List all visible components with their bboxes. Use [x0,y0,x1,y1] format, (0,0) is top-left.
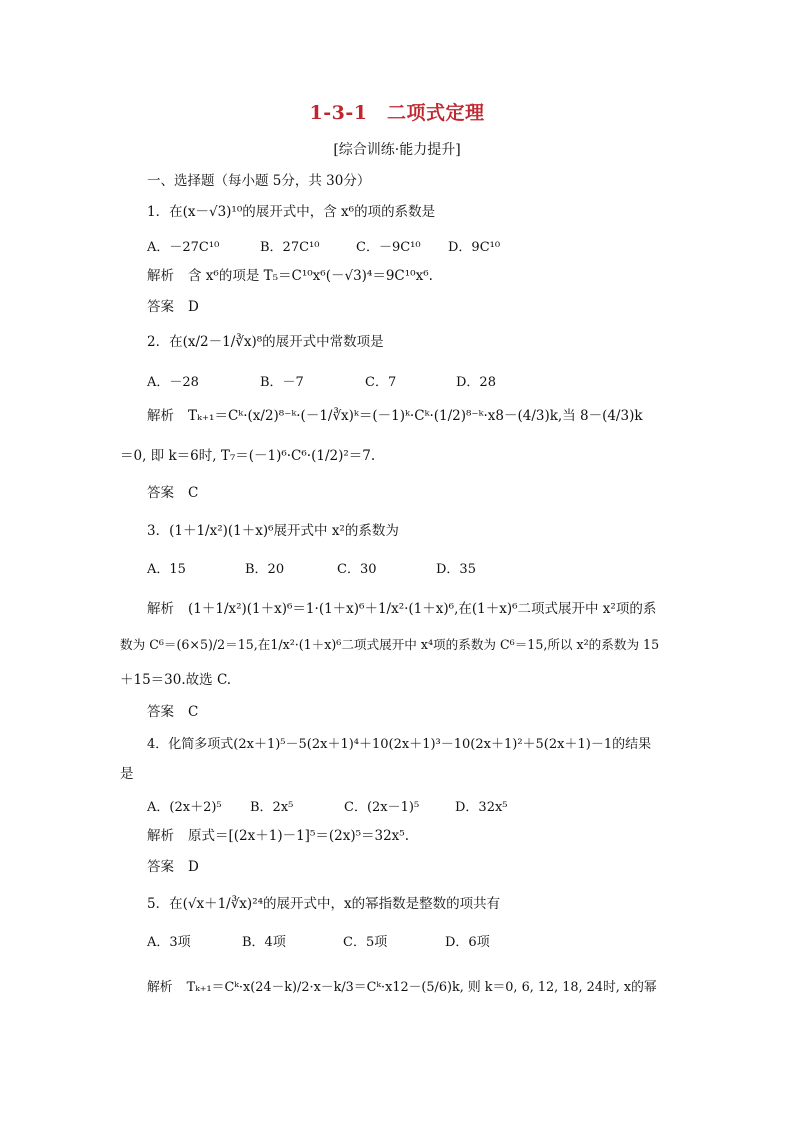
analysis-label: 解析 [147,268,174,284]
q4-option-d: D．32x⁵ [455,800,508,815]
q4-answer [147,858,199,876]
answer-label: 答案 [147,485,174,501]
q3-option-a: A．15 [147,562,186,577]
analysis-label: 解析 [147,408,174,424]
q2-option-c: C．7 [365,375,397,390]
q1-option-c: C．－9C¹⁰ [356,240,421,255]
question-3-stem: 3．(1＋1/x²)(1＋x)⁶展开式中 x²的系数为 [147,523,399,539]
q1-answer-value: D [188,299,199,315]
q2-option-d: D．28 [456,375,496,390]
q5-option-b: B．4项 [242,935,286,950]
q2-analysis [147,407,643,425]
page-subtitle: [综合训练·能力提升] [333,142,461,158]
q4-option-a: A．(2x＋2)⁵ [147,800,222,815]
q5-analysis [147,979,657,997]
q3-analysis-line-1: (1＋1/x²)(1＋x)⁶＝1·(1＋x)⁶＋1/x²·(1＋x)⁶,在(1＋x)⁶二项式展开中 x²项的系 [188,601,657,617]
analysis-label: 解析 [147,980,173,995]
q5-option-c: C．5项 [343,935,388,950]
q5-analysis-line-1: Tₖ₊₁＝Cᵏ·x(24－k)/2·x－k/3＝Cᵏ·x12－(5/6)k, 则 k＝0, 6, 12, 18, 24时, x的幂 [186,980,657,995]
q1-analysis [147,267,433,285]
question-4-stem-line-1: 4．化简多项式(2x＋1)⁵－5(2x＋1)⁴＋10(2x＋1)³－10(2x＋1)²＋5(2x＋1)－1的结果 [147,737,652,752]
answer-label: 答案 [147,299,174,315]
q3-analysis-line-3: ＋15＝30.故选 C. [120,672,232,688]
q3-option-b: B．20 [245,562,285,577]
q4-analysis-line-1: 原式＝[(2x＋1)－1]⁵＝(2x)⁵＝32x⁵. [188,828,410,844]
q4-option-b: B．2x⁵ [250,800,294,815]
q1-analysis-line-1: 含 x⁶的项是 T₅＝C¹⁰x⁶(－√3)⁴＝9C¹⁰x⁶. [188,268,433,284]
q5-option-d: D．6项 [445,935,490,950]
analysis-label: 解析 [147,828,174,844]
q1-option-a: A．－27C¹⁰ [147,240,220,255]
q5-option-a: A．3项 [147,935,191,950]
question-1-stem: 1．在(x－√3)¹⁰的展开式中，含 x⁶的项的系数是 [147,204,436,220]
q3-answer [147,703,198,721]
analysis-label: 解析 [147,601,174,617]
q3-answer-value: C [188,704,199,720]
q4-analysis [147,827,409,845]
q3-analysis [147,600,656,618]
question-5-stem: 5．在(√x＋1/∛x)²⁴的展开式中，x的幂指数是整数的项共有 [147,896,501,912]
q2-option-a: A．－28 [147,375,199,390]
q1-option-d: D．9C¹⁰ [448,240,501,255]
q2-analysis-line-1: Tₖ₊₁＝Cᵏ·(x/2)⁸⁻ᵏ·(－1/∛x)ᵏ＝(－1)ᵏ·Cᵏ·(1/2)⁸⁻ᵏ·x8－(4/3)k,当 8－(4/3)k [188,408,643,424]
q4-option-c: C．(2x－1)⁵ [344,800,420,815]
q2-analysis-line-2: ＝0, 即 k＝6时, T₇＝(－1)⁶·C⁶·(1/2)²＝7. [120,448,376,464]
q1-answer [147,298,199,316]
q3-option-c: C．30 [337,562,377,577]
question-4-stem-line-2: 是 [120,766,134,782]
q3-analysis-line-2: 数为 C⁶＝(6×5)/2＝15,在1/x²·(1＋x)⁶二项式展开中 x⁴项的系数为 C⁶＝15,所以 x²的系数为 15 [120,637,660,652]
page-title: 1-3-1 二项式定理 [309,102,485,124]
answer-label: 答案 [147,704,174,720]
question-2-stem: 2．在(x/2－1/∛x)⁸的展开式中常数项是 [147,334,384,350]
answer-label: 答案 [147,859,174,875]
section-heading: 一、选择题（每小题 5分，共 30分） [147,173,371,189]
q1-option-b: B．27C¹⁰ [260,240,320,255]
q2-answer [147,484,198,502]
q3-option-d: D．35 [436,562,476,577]
q2-answer-value: C [188,485,199,501]
q4-answer-value: D [188,859,199,875]
q2-option-b: B．－7 [260,375,304,390]
